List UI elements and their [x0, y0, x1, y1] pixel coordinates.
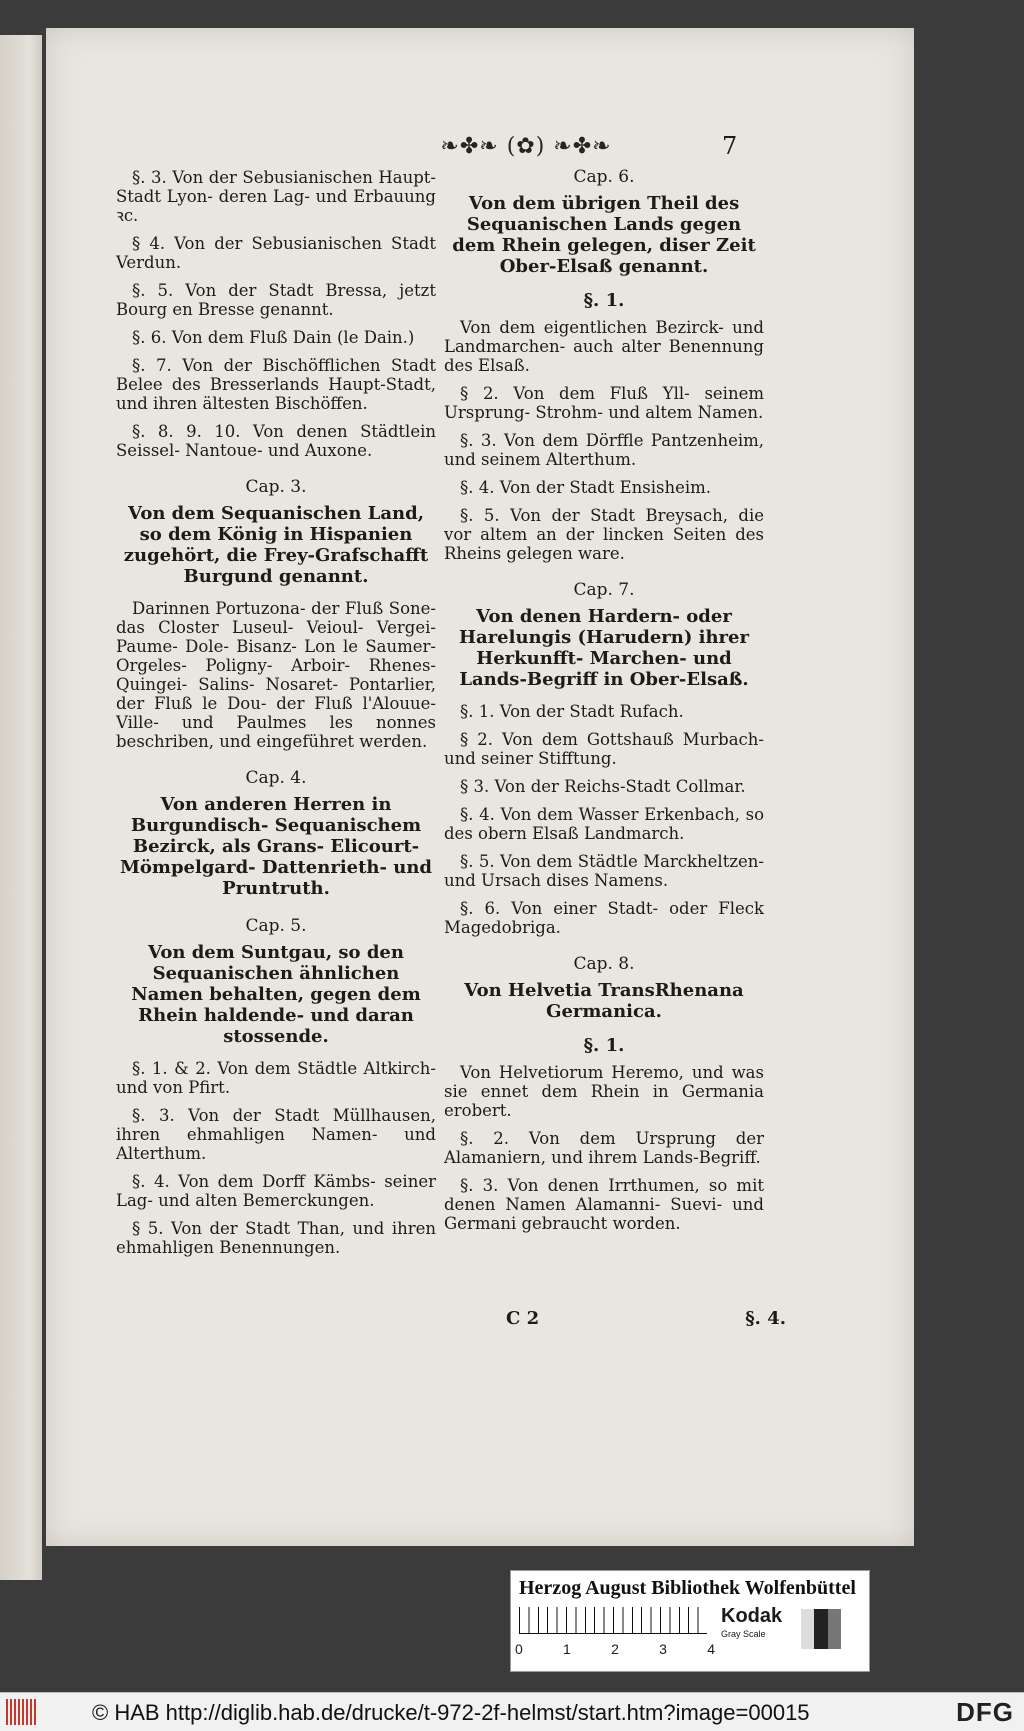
paragraph: Darinnen Portuzona- der Fluß Sone- das Closter Luseul- Veioul- Vergei- Paume- Dole- Bisanz- Lon le Saumer- Orgeles- Poligny- Arboir- Rhenes- Quingei- Salins- Nosaret- Pontarlier, der Fluß le Dou- der Fluß l'Alouue- Ville- und Paulmes les nonnes beschriben, und eingeführet werden. — [116, 599, 436, 751]
library-color-chart — [510, 1570, 870, 1672]
gray-swatch — [801, 1609, 841, 1649]
chapter-title: Von dem Suntgau, so den Sequanischen ähnlichen Namen behalten, gegen dem Rhein haldende- und daran stossende. — [131, 942, 421, 1047]
signature-mark: C 2 — [506, 1308, 540, 1329]
paragraph: §. 3. Von denen Irrthumen, so mit denen Namen Alamanni- Suevi- und Germani gebraucht worden. — [444, 1176, 764, 1233]
catchwords — [506, 1308, 786, 1329]
paragraph: § 4. Von der Sebusianischen Stadt Verdun. — [116, 234, 436, 272]
chapter-heading: Cap. 4. — [245, 768, 307, 788]
paragraph: § 3. Von der Reichs-Stadt Collmar. — [460, 777, 746, 796]
section-mark: §. 1. — [583, 290, 625, 311]
chapter-title: Von dem Sequanischen Land, so dem König in Hispanien zugehört, die Frey-Grafschafft Burgund genannt. — [123, 503, 429, 587]
library-name: Herzog August Bibliothek Wolfenbüttel — [519, 1577, 856, 1599]
paragraph: §. 6. Von einer Stadt- oder Fleck Magedobriga. — [444, 899, 764, 937]
paragraph: §. 5. Von der Stadt Bressa, jetzt Bourg en Bresse genannt. — [116, 281, 436, 319]
paragraph: § 5. Von der Stadt Than, und ihren ehmahligen Benennungen. — [116, 1219, 436, 1257]
paragraph: §. 4. Von der Stadt Ensisheim. — [460, 478, 712, 497]
paragraph: § 2. Von dem Fluß Yll- seinem Ursprung- Strohm- und altem Namen. — [444, 384, 764, 422]
paragraph: §. 1. & 2. Von dem Städtle Altkirch- und von Pfirt. — [116, 1059, 436, 1097]
paragraph: §. 4. Von dem Dorff Kämbs- seiner Lag- und alten Bemerckungen. — [116, 1172, 436, 1210]
adjacent-page-edge — [0, 35, 42, 1580]
paragraph: §. 1. Von der Stadt Rufach. — [460, 702, 684, 721]
chapter-heading: Cap. 7. — [573, 580, 635, 600]
header-ornament: ❧✤❧ (✿) ❧✤❧ — [440, 134, 612, 159]
paragraph: § 2. Von dem Gottshauß Murbach- und seiner Stifftung. — [444, 730, 764, 768]
chapter-title: Von Helvetia TransRhenana Germanica. — [464, 980, 744, 1022]
paragraph: §. 3. Von der Stadt Müllhausen, ihren ehmahligen Namen- und Alterthum. — [116, 1106, 436, 1163]
paragraph: §. 5. Von der Stadt Breysach, die vor altem an der lincken Seiten des Rheins gelegen ware. — [444, 506, 764, 563]
chapter-heading: Cap. 6. — [573, 167, 635, 187]
footer-bar — [0, 1692, 1024, 1731]
chapter-title: Von denen Hardern- oder Harelungis (Harudern) ihrer Herkunfft- Marchen- und Lands-Begriff in Ober-Elsaß. — [459, 606, 749, 690]
left-column — [116, 168, 436, 1266]
paragraph: §. 3. Von der Sebusianischen Haupt-Stadt Lyon- deren Lag- und Erbauung ꝛc. — [116, 168, 436, 225]
dfg-logo: DFG — [956, 1697, 1014, 1727]
right-column — [444, 168, 764, 1242]
catchword: §. 4. — [745, 1308, 786, 1329]
paragraph: §. 3. Von dem Dörffle Pantzenheim, und seinem Alterthum. — [444, 431, 764, 469]
gray-scale-label: Gray Scale — [721, 1629, 766, 1639]
paragraph: Von dem eigentlichen Bezirck- und Landmarchen- auch alter Benennung des Elsaß. — [444, 318, 764, 375]
paragraph: §. 8. 9. 10. Von denen Städtlein Seissel- Nantoue- und Auxone. — [116, 422, 436, 460]
ruler-numbers: 0 1 2 3 4 — [515, 1641, 715, 1657]
paragraph: §. 6. Von dem Fluß Dain (le Dain.) — [132, 328, 415, 347]
section-mark: §. 1. — [583, 1035, 625, 1056]
footer-url: © HAB http://diglib.hab.de/drucke/t-972-2f-helmst/start.htm?image=00015 — [92, 1700, 810, 1725]
page-number: 7 — [722, 132, 738, 160]
chapter-heading: Cap. 5. — [245, 916, 307, 936]
paragraph: §. 2. Von dem Ursprung der Alamaniern, und ihrem Lands-Begriff. — [444, 1129, 764, 1167]
paragraph: Von Helvetiorum Heremo, und was sie ennet dem Rhein in Germania erobert. — [444, 1063, 764, 1120]
ruler-scale — [519, 1607, 707, 1634]
chapter-title: Von dem übrigen Theil des Sequanischen Lands gegen dem Rhein gelegen, diser Zeit Ober-Elsaß genannt. — [452, 193, 756, 277]
book-page — [46, 28, 914, 1546]
paragraph: §. 5. Von dem Städtle Marckheltzen- und Ursach dises Namens. — [444, 852, 764, 890]
chapter-heading: Cap. 8. — [573, 954, 635, 974]
paragraph: §. 4. Von dem Wasser Erkenbach, so des obern Elsaß Landmarch. — [444, 805, 764, 843]
kodak-label: Kodak — [721, 1605, 783, 1627]
chapter-heading: Cap. 3. — [245, 477, 307, 497]
chapter-title: Von anderen Herren in Burgundisch- Sequanischem Bezirck, als Grans- Elicourt- Mömpelgard- Dattenrieth- und Pruntruth. — [119, 794, 433, 899]
paragraph: §. 7. Von der Bischöfflichen Stadt Belee des Bresserlands Haupt-Stadt, und ihren ältesten Bischöffen. — [116, 356, 436, 413]
hab-logo-icon — [6, 1699, 38, 1725]
